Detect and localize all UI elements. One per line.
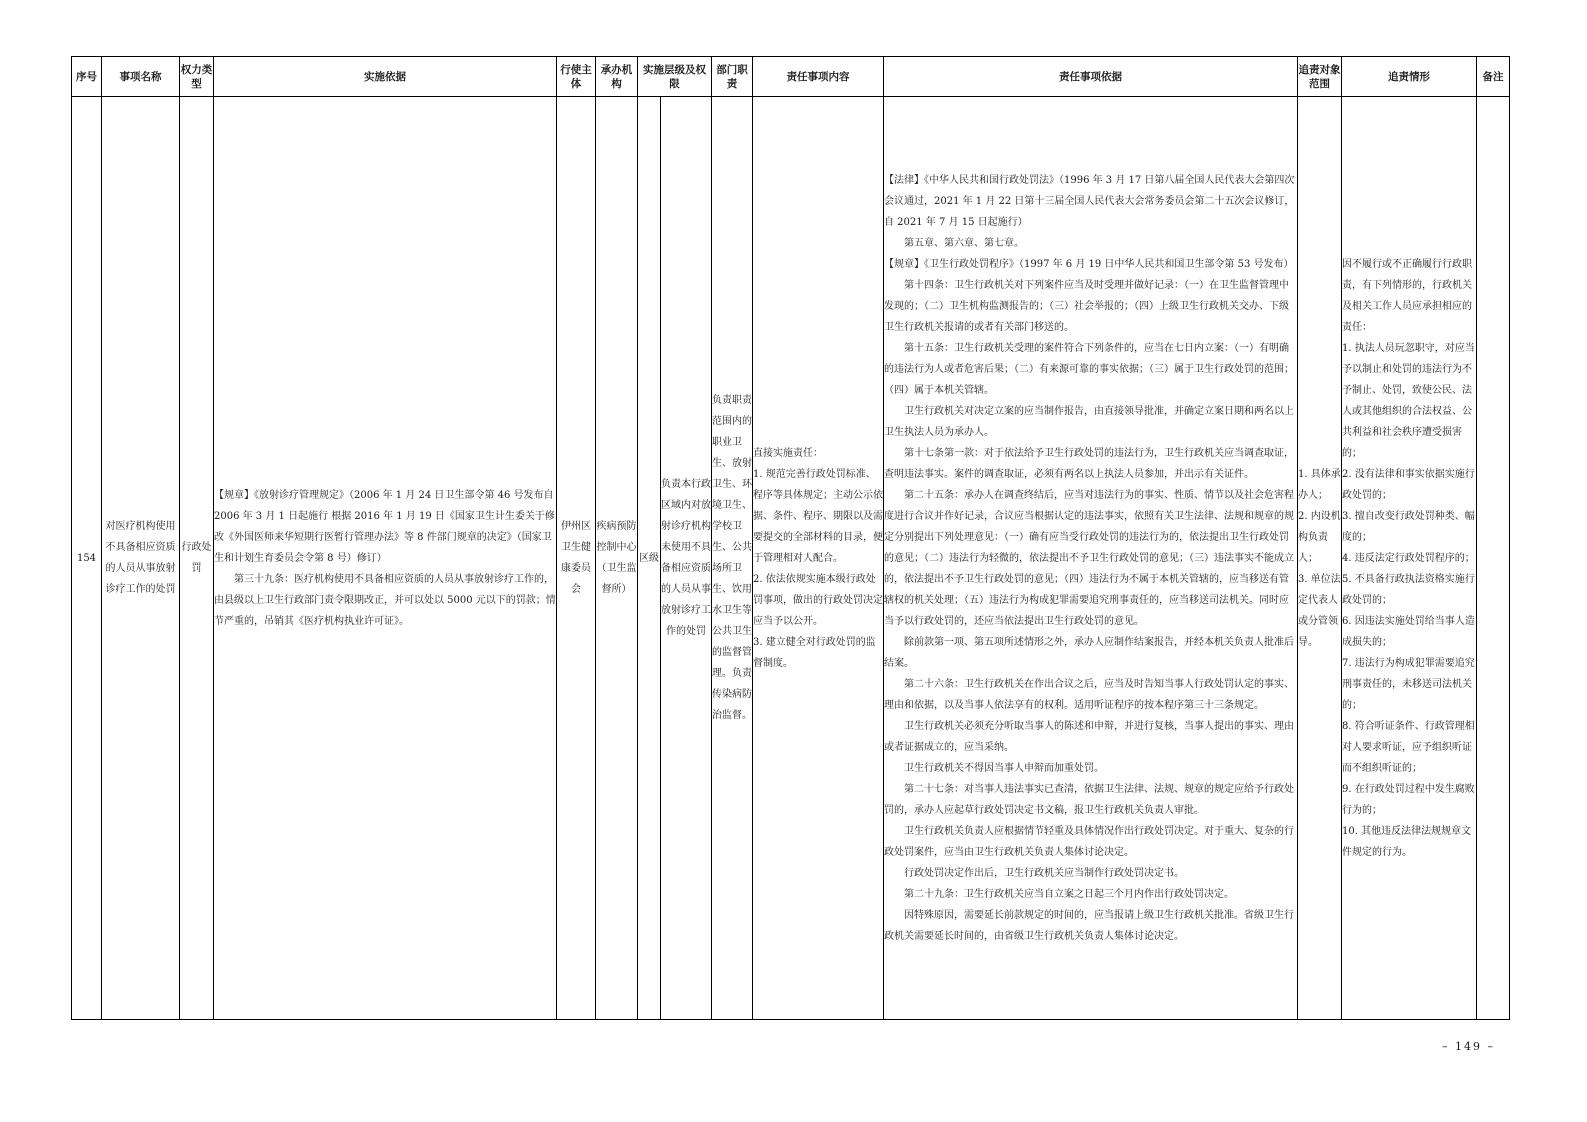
header-item-name: 事项名称	[102, 57, 180, 97]
header-resp-content: 责任事项内容	[753, 57, 884, 97]
accountable-case-line: 1. 执法人员玩忽职守，对应当予以制止和处罚的违法行为不予制止、处罚，致使公民、法人或其他组织的合法权益、公共利益和社会秩序遭受损害的；	[1342, 342, 1475, 459]
accountable-case-line: 9. 在行政处罚过程中发生腐败行为的；	[1342, 783, 1475, 816]
table-row	[72, 97, 1510, 1020]
resp-basis-paragraph: 第十七条第一款：对于依法给予卫生行政处罚的违法行为，卫生行政机关应当调查取证，查明违法事实。案件的调查取证，必须有两名以上执法人员参加，并出示有关证件。	[884, 447, 1294, 480]
resp-basis-paragraph: 第二十六条：卫生行政机关在作出合议之后，应当及时告知当事人行政处罚认定的事实、理由和依据，以及当事人依法享有的权利。适用听证程序的按本程序第三十三条规定。	[884, 678, 1294, 711]
resp-basis-paragraph: 第十四条：卫生行政机关对下列案件应当及时受理并做好记录：（一）在卫生监督管理中发现的；（二）卫生机构监测报告的；（三）社会举报的；（四）上级卫生行政机关交办、下级卫生行政机关报请的或者有关部门移送的。	[884, 279, 1289, 333]
page-number: – 149 –	[1442, 1040, 1495, 1053]
resp-basis-paragraph: 第二十五条：承办人在调查终结后，应当对违法行为的事实、性质、情节以及社会危害程度进行合议并作好记录，合议应当根据认定的违法事实，依照有关卫生法律、法规和规章的规定分别提出下列处理意见：（一）确有应当受行政处罚的违法行为的，依法提出卫生行政处罚的意见；（二）违法行为轻微的，依法提出不予卫生行政处罚的意见；（三）违法事实不能成立的，依法提出不予卫生行政处罚的意见；（四）违法行为不属于本机关管辖的，应当移送有管辖权的机关处理；（五）违法行为构成犯罪需要追究刑事责任的，应当移送司法机关。同时应当予以行政处罚的，还应当依法提出卫生行政处罚的意见。	[884, 489, 1294, 627]
cell-accountable-scope	[1298, 97, 1342, 1020]
scope-line: 1. 具体承办人；	[1298, 468, 1341, 501]
resp-basis-paragraph: 除前款第一项、第五项所述情形之外，承办人应制作结案报告，并经本机关负责人批准后结案。	[884, 636, 1294, 669]
basis-paragraph: 【规章】《放射诊疗管理规定》（2006 年 1 月 24 日卫生部令第 46 号发布自 2006 年 3 月 1 日起施行 根据 2016 年 1 月 19 日《国家卫生计生委关于修改《外国医师来华短期行医暂行管理办法》等 8 件部门规章的决定》（国家卫生和计划生育委员会令第 8 号）修订）	[214, 489, 555, 564]
accountable-case-line: 6. 因违法实施处罚给当事人造成损失的；	[1342, 615, 1475, 648]
accountable-case-line: 3. 擅自改变行政处罚种类、幅度的；	[1342, 510, 1475, 543]
header-basis: 实施依据	[214, 57, 557, 97]
responsibility-table	[71, 56, 1510, 1020]
cell-subject: 伊州区卫生健康委员会	[557, 97, 596, 1020]
resp-basis-paragraph: 【法律】《中华人民共和国行政处罚法》（1996 年 3 月 17 日第八届全国人民代表大会第四次会议通过，2021 年 1 月 22 日第十三届全国人民代表大会常务委员会第二十五次会议修订，自 2021 年 7 月 15 日起施行）	[884, 174, 1295, 228]
resp-basis-paragraph: 卫生行政机关必须充分听取当事人的陈述和申辩，并进行复核，当事人提出的事实、理由或者证据成立的，应当采纳。	[884, 720, 1294, 753]
basis-paragraph: 第三十九条：医疗机构使用不具备相应资质的人员从事放射诊疗工作的，由县级以上卫生行政部门责令限期改正，并可以处以 5000 元以下的罚款；情节严重的，吊销其《医疗机构执业许可证》。	[214, 573, 556, 627]
cell-basis	[214, 97, 557, 1020]
cell-agency: 疾病预防控制中心（卫生监督所）	[596, 97, 638, 1020]
header-resp-basis: 责任事项依据	[884, 57, 1298, 97]
resp-basis-paragraph: 【规章】《卫生行政处罚程序》（1997 年 6 月 19 日中华人民共和国卫生部令第 53 号发布）	[884, 258, 1294, 270]
resp-basis-paragraph: 第十五条：卫生行政机关受理的案件符合下列条件的，应当在七日内立案：（一）有明确的违法行为人或者危害后果；（二）有来源可靠的事实依据；（三）属于卫生行政处罚的范围；（四）属于本机关管辖。	[884, 342, 1294, 396]
header-power-type: 权力类型	[180, 57, 214, 97]
accountable-case-line: 7. 违法行为构成犯罪需要追究刑事责任的，未移送司法机关的；	[1342, 657, 1475, 711]
accountable-case-line: 2. 没有法律和事实依据实施行政处罚的；	[1342, 468, 1475, 501]
cell-level-tier: 区级	[638, 97, 661, 1020]
resp-basis-paragraph: 卫生行政机关负责人应根据情节轻重及具体情况作出行政处罚决定。对于重大、复杂的行政处罚案件，应当由卫生行政机关负责人集体讨论决定。	[884, 825, 1294, 858]
header-level: 实施层级及权限	[638, 57, 712, 97]
cell-seq: 154	[72, 97, 102, 1020]
accountable-case-line: 因不履行或不正确履行行政职责，有下列情形的，行政机关及相关工作人员应承担相应的责任：	[1342, 258, 1472, 333]
scope-line: 2. 内设机构负责人；	[1298, 510, 1341, 564]
header-subject: 行使主体	[557, 57, 596, 97]
resp-basis-paragraph: 第二十七条：对当事人违法事实已查清，依据卫生法律、法规、规章的规定应给予行政处罚的，承办人应起草行政处罚决定书文稿，报卫生行政机关负责人审批。	[884, 783, 1294, 816]
cell-power-type: 行政处罚	[180, 97, 214, 1020]
scope-line: 3. 单位法定代表人或分管领导。	[1298, 573, 1341, 648]
header-remarks: 备注	[1477, 57, 1510, 97]
cell-resp-content	[753, 97, 884, 1020]
header-agency: 承办机构	[596, 57, 638, 97]
resp-content-line: 3. 建立健全对行政处罚的监督制度。	[753, 636, 876, 669]
accountable-case-line: 10. 其他违反法律法规规章文件规定的行为。	[1342, 825, 1472, 858]
resp-basis-paragraph: 卫生行政机关不得因当事人申辩而加重处罚。	[904, 762, 1104, 774]
resp-basis-paragraph: 第二十九条：卫生行政机关应当自立案之日起三个月内作出行政处罚决定。	[904, 888, 1234, 900]
cell-item-name: 对医疗机构使用不具备相应资质的人员从事放射诊疗工作的处罚	[102, 97, 180, 1020]
cell-dept-duty: 负责职责范围内的职业卫生、放射卫生、环境卫生、学校卫生、公共场所卫生、饮用水卫生等公共卫生的监督管理。负责传染病防治监督。	[712, 97, 753, 1020]
accountable-case-line: 4. 违反法定行政处罚程序的；	[1342, 552, 1475, 564]
cell-resp-basis	[884, 97, 1298, 1020]
resp-content-line: 2. 依法依规实施本级行政处罚事项，做出的行政处罚决定应当予以公开。	[753, 573, 883, 627]
resp-content-line: 1. 规范完善行政处罚标准、程序等具体规定；主动公示依据、条件、程序、期限以及需要提交的全部材料的目录，便于管理相对人配合。	[753, 468, 883, 564]
header-accountable-scope: 追责对象范围	[1298, 57, 1342, 97]
cell-accountable-cases	[1342, 97, 1477, 1020]
resp-basis-paragraph: 行政处罚决定作出后，卫生行政机关应当制作行政处罚决定书。	[904, 867, 1184, 879]
accountable-case-line: 8. 符合听证条件、行政管理相对人要求听证，应予组织听证而不组织听证的；	[1342, 720, 1475, 774]
resp-basis-paragraph: 第五章、第六章、第七章。	[904, 237, 1024, 249]
header-dept-duty: 部门职责	[712, 57, 753, 97]
cell-remarks	[1477, 97, 1510, 1020]
header-row	[72, 57, 1510, 97]
resp-basis-paragraph: 卫生行政机关对决定立案的应当制作报告，由直接领导批准，并确定立案日期和两名以上卫生执法人员为承办人。	[884, 405, 1294, 438]
resp-content-line: 直接实施责任：	[753, 447, 823, 459]
accountable-case-line: 5. 不具备行政执法资格实施行政处罚的；	[1342, 573, 1475, 606]
resp-basis-paragraph: 因特殊原因，需要延长前款规定的时间的，应当报请上级卫生行政机关批准。省级卫生行政机关需要延长时间的，由省级卫生行政机关负责人集体讨论决定。	[884, 909, 1294, 942]
header-seq: 序号	[72, 57, 102, 97]
cell-level-scope: 负责本行政区域内对放射诊疗机构未使用不具备相应资质的人员从事放射诊疗工作的处罚	[661, 97, 712, 1020]
header-accountable-cases: 追责情形	[1342, 57, 1477, 97]
